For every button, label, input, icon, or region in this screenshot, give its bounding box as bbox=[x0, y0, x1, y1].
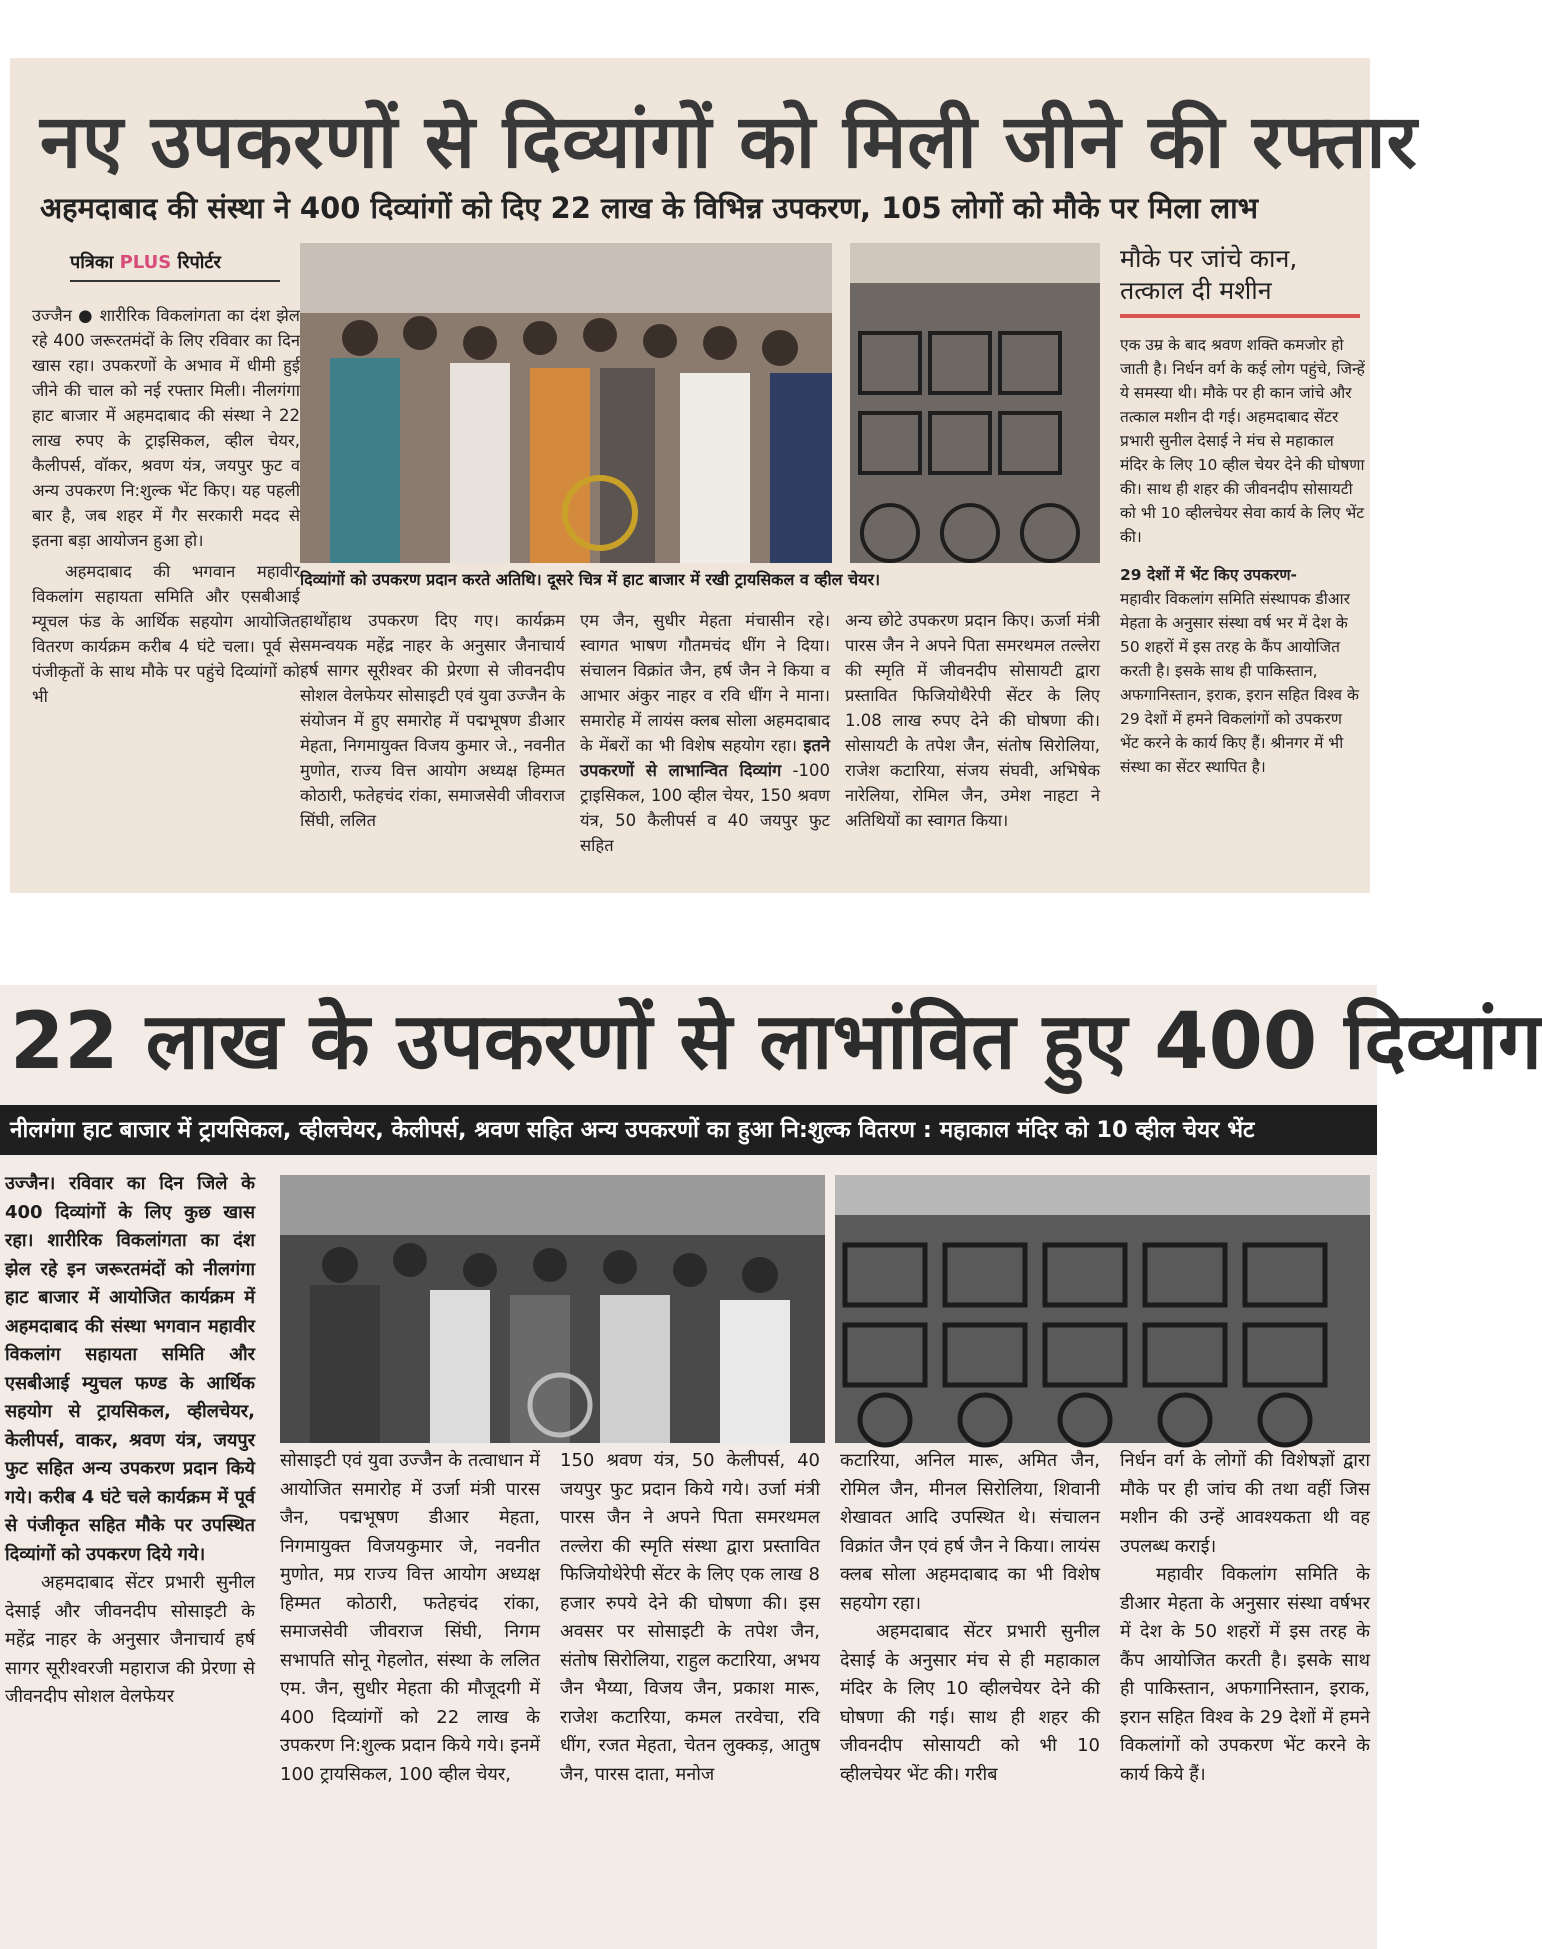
bottom-column-1 bbox=[5, 1170, 255, 1712]
bottom-column-3: 150 श्रवण यंत्र, 50 केलीपर्स, 40 जयपुर फुट प्रदान किये गये। उर्जा मंत्री पारस जैन ने अपने पिता समरथमल तल्लेरा की स्मृति संस्था द्वारा प्रस्तावित फिजियोथेरेपी सेंटर के लिए एक लाख 8 हजार रुपये देने की घोषणा की। इस अवसर पर सोसाइटी के तपेश जैन, संतोष सिरोलिया, राहुल कटारिया, अभय जैन भैय्या, विजय जैन, प्रकाश मारू, राजेश कटारिया, कमल तरवेचा, रवि धींग, रजत मेहता, चेतन लुक्कड़, आतुष जैन, पारस दाता, मनोज bbox=[560, 1450, 820, 1785]
bottom-headline: 22 लाख के उपकरणों से लाभांवित हुए 400 दिव्यांग bbox=[10, 997, 1542, 1087]
byline-plus: PLUS bbox=[119, 252, 172, 273]
byline-divider bbox=[70, 280, 280, 282]
bottom-ceremony-photo bbox=[280, 1175, 825, 1443]
bottom-column-1-bold: उज्जैन। रविवार का दिन जिले के 400 दिव्यांगों के लिए कुछ खास रहा। शारीरिक विकलांगता का दंश झेल रहे इन जरूरतमंदों को नीलगंगा हाट बाजार में आयोजित कार्यक्रम में अहमदाबाद की संस्था भगवान महावीर विकलांग सहायता समिति और एसबीआई म्युचल फण्ड के आर्थिक सहयोग से ट्रायसिकल, व्हीलचेयर, केलीपर्स, वाकर, श्रवण यंत्र, जयपुर फुट सहित अन्य उपकरण प्रदान किये गये। करीब 4 घंटे चले कार्यक्रम में पूर्व से पंजीकृत सहित मौके पर उपस्थित दिव्यांगों को उपकरण दिये गये। bbox=[5, 1173, 255, 1565]
top-column-1b-text: अहमदाबाद की भगवान महावीर विकलांग सहायता समिति और एसबीआई म्यूचल फंड के आर्थिक सहयोग आयोजित वितरण कार्यक्रम करीब 4 घंटे चला। पूर्व से पंजीकृतों के साथ मौके पर पहुंचे दिव्यांगों को भी bbox=[32, 562, 300, 706]
bottom-column-4 bbox=[840, 1447, 1100, 1789]
bottom-column-5 bbox=[1120, 1447, 1370, 1789]
wheelchairs-photo bbox=[850, 243, 1100, 563]
top-column-3-tail: -100 ट्राइसिकल, 100 व्हील चेयर, 150 श्रवण यंत्र, 50 कैलीपर्स व 40 जयपुर फुट सहित bbox=[580, 761, 830, 855]
ceremony-photo bbox=[300, 243, 832, 563]
photo-caption: दिव्यांगों को उपकरण प्रदान करते अतिथि। दूसरे चित्र में हाट बाजार में रखी ट्रायसिकल व व्हील चेयर। bbox=[300, 570, 881, 589]
bottom-column-4-text: कटारिया, अनिल मारू, अमित जैन, रोमिल जैन, मीनल सिरोलिया, शिवानी शेखावत आदि उपस्थित थे। संचालन विक्रांत जैन एवं हर्ष जैन ने किया। लायंस क्लब सोला अहमदाबाद का भी विशेष सहयोग रहा। bbox=[840, 1450, 1100, 1614]
top-column-1 bbox=[32, 303, 300, 709]
sidebar-body-text: एक उम्र के बाद श्रवण शक्ति कमजोर हो जाती है। निर्धन वर्ग के कई लोग पहुंचे, जिन्हें ये समस्या थी। मौके पर ही कान जांचे और तत्काल मशीन दी गई। अहमदाबाद सेंटर प्रभारी सुनील देसाई ने मंच से महाकाल मंदिर के लिए 10 व्हील चेयर देने की घोषणा की। साथ ही शहर की जीवनदीप सोसायटी को भी 10 व्हीलचेयर सेवा कार्य के लिए भेंट की। bbox=[1120, 336, 1365, 546]
bottom-column-5-text: निर्धन वर्ग के लोगों की विशेषज्ञों द्वारा मौके पर ही जांच की तथा वहीं जिस मशीन की उन्हें आवश्यकता थी वह उपलब्ध कराई। bbox=[1120, 1450, 1370, 1557]
top-column-2: हाथोंहाथ उपकरण दिए गए। कार्यक्रम समन्वयक महेंद्र नाहर के अनुसार जैनाचार्य हर्ष सागर सूरीश्वर की प्रेरणा से जीवनदीप सोशल वेलफेयर सोसाइटी एवं युवा उज्जैन के संयोजन में हुए समारोह में पद्मभूषण डीआर मेहता, निगमायुक्त विजय कुमार जे., नवनीत मुणोत, राज्य वित्त आयोग अध्यक्ष हिम्मत कोठारी, फतेहचंद रांका, समाजसेवी जीवराज सिंघी, ललित bbox=[300, 611, 565, 830]
top-column-3-text: एम जैन, सुधीर मेहता मंचासीन रहे। स्वागत भाषण गौतमचंद धींग ने दिया। संचालन विक्रांत जैन, हर्ष जैन ने किया व आभार अंकुर नाहर व रवि धींग ने माना। समारोह में लायंस क्लब सोला अहमदाबाद के मेंबरों का भी विशेष सहयोग रहा। bbox=[580, 611, 830, 755]
bottom-banner: नीलगंगा हाट बाजार में ट्रायसिकल, व्हीलचेयर, केलीपर्स, श्रवण सहित अन्य उपकरणों का हुआ नि:शुल्क वितरण : महाकाल मंदिर को 10 व्हील चेयर भेंट bbox=[0, 1105, 1377, 1155]
sidebar-body bbox=[1120, 333, 1365, 779]
sidebar-subheading: 29 देशों में भेंट किए उपकरण- bbox=[1120, 566, 1297, 584]
top-column-4: अन्य छोटे उपकरण प्रदान किए। ऊर्जा मंत्री पारस जैन ने अपने पिता समरथमल तल्लेरा की स्मृति में जीवनदीप सोसायटी द्वारा प्रस्तावित फिजियोथैरेपी सेंटर के लिए 1.08 लाख रुपए देने की घोषणा की। सोसायटी के तपेश जैन, संतोष सिरोलिया, राजेश कटारिया, संजय संघवी, अभिषेक नारेलिया, रोमिल जैन, उमेश नाहटा ने अतिथियों का स्वागत किया। bbox=[845, 611, 1100, 830]
top-column-3 bbox=[580, 608, 830, 858]
bottom-clipping bbox=[0, 985, 1542, 1949]
byline-pre: पत्रिका bbox=[70, 252, 114, 273]
bottom-wheelchairs-photo bbox=[835, 1175, 1370, 1443]
top-subheadline: अहमदाबाद की संस्था ने 400 दिव्यांगों को दिए 22 लाख के विभिन्न उपकरण, 105 लोगों को मौके पर मिला लाभ bbox=[40, 191, 1259, 225]
sidebar-title-line-1: मौके पर जांचे कान, bbox=[1120, 244, 1298, 273]
top-column-1-text: उज्जैन ● शारीरिक विकलांगता का दंश झेल रहे 400 जरूरतमंदों के लिए रविवार का दिन खास रहा। उपकरणों के अभाव में धीमी हुई जीने की चाल को नई रफ्तार मिली। नीलगंगा हाट बाजार में अहमदाबाद की संस्था ने 22 लाख रुपए के ट्राइसिकल, व्हील चेयर, कैलीपर्स, वॉकर, श्रवण यंत्र, जयपुर फुट व अन्य उपकरण नि:शुल्क भेंट किए। यह पहली बार है, जब शहर में गैर सरकारी मदद से इतना बड़ा आयोजन हुआ हो। bbox=[32, 306, 300, 550]
sidebar-title bbox=[1120, 243, 1297, 307]
top-column-3-bold: इतने उपकरणों से लाभान्वित दिव्यांग bbox=[580, 736, 831, 780]
byline bbox=[70, 250, 221, 274]
bottom-column-5b-text: महावीर विकलांग समिति के डीआर मेहता के अनुसार संस्था वर्षभर में देश के 50 शहरों में इस तरह के कैंप आयोजित करती है। इसके साथ ही पाकिस्तान, अफगानिस्तान, इराक, इरान सहित विश्व के 29 देशों में हमने विकलांगों को उपकरण भेंट करने के कार्य किये हैं। bbox=[1120, 1564, 1370, 1785]
byline-post: रिपोर्टर bbox=[177, 252, 221, 273]
bottom-column-2: सोसाइटी एवं युवा उज्जैन के तत्वाधान में आयोजित समारोह में उर्जा मंत्री पारस जैन, पद्मभूषण डीआर मेहता, निगमायुक्त विजयकुमार जे, नवनीत मुणोत, मप्र राज्य वित्त आयोग अध्यक्ष हिम्मत कोठारी, फतेहचंद रांका, समाजसेवी जीवराज सिंघी, निगम सभापति सोनू गेहलोत, संस्था के ललित एम. जैन, सुधीर मेहता की मौजूदगी में 400 दिव्यांगों को 22 लाख के उपकरण नि:शुल्क प्रदान किये गये। इनमें 100 ट्रायसिकल, 100 व्हील चेयर, bbox=[280, 1450, 540, 1785]
top-clipping bbox=[10, 58, 1418, 893]
bottom-column-4b-text: अहमदाबाद सेंटर प्रभारी सुनील देसाई के अनुसार मंच से ही महाकाल मंदिर के लिए 10 व्हीलचेयर देने की घोषणा की गई। साथ ही शहर की जीवनदीप सोसायटी को भी 10 व्हीलचेयर भेंट की। गरीब bbox=[840, 1621, 1100, 1785]
bottom-column-1-tail: अहमदाबाद सेंटर प्रभारी सुनील देसाई और जीवनदीप सोसाइटी के महेंद्र नाहर के अनुसार जैनाचार्य हर्ष सागर सूरीश्वरजी महाराज की प्रेरणा से जीवनदीप सोशल वेलफेयर bbox=[5, 1572, 255, 1707]
sidebar-title-rule bbox=[1120, 314, 1360, 318]
sidebar-body-text-2: महावीर विकलांग समिति संस्थापक डीआर मेहता के अनुसार संस्था वर्ष भर में देश के 50 शहरों में इस तरह के कैंप आयोजित करती है। इसके साथ ही पाकिस्तान, अफगानिस्तान, इराक, इरान सहित विश्व के 29 देशों में हमने विकलांगों को उपकरण भेंट करने के कार्य किए हैं। श्रीनगर में भी संस्था का सेंटर स्थापित है। bbox=[1120, 590, 1359, 776]
sidebar-title-line-2: तत्काल दी मशीन bbox=[1120, 276, 1272, 305]
top-headline: नए उपकरणों से दिव्यांगों को मिली जीने की रफ्तार bbox=[40, 99, 1418, 185]
